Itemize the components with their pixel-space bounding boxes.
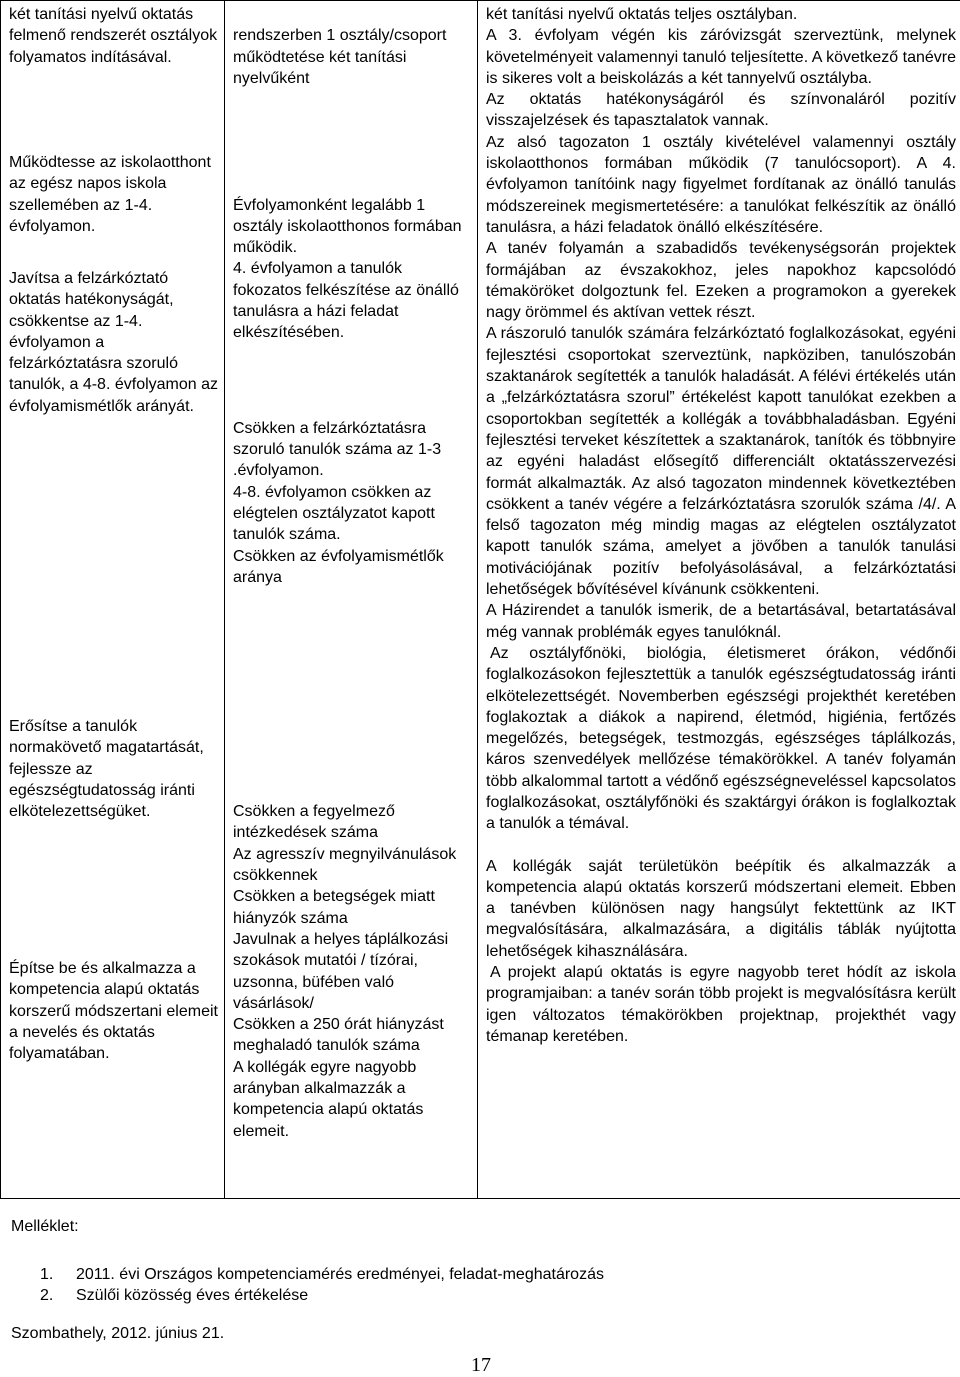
list-item: [40, 1285, 604, 1306]
goal-block-5: Építse be és alkalmazza a kompetencia alapú oktatás korszerű módszertani elemeit a nevelés és oktatás folyamatában.: [9, 960, 218, 1063]
indicators-column: [225, 1, 478, 1199]
list-item: [40, 1264, 604, 1285]
result-paragraph: A projekt alapú oktatás is egyre nagyobb teret hódít az iskola programjaiban: a tanév során több projekt is megvalósításra került igen változatos témakörökben projektnap, projekthét vagy témanap keretében.: [486, 964, 956, 1045]
indicator-block-2: Évfolyamonként legalább 1 osztály iskolaotthonos formában működik. 4. évfolyamon a tanulók fokozatos felkészítése az önálló tanulásra a házi feladat elkészítésében.: [233, 196, 462, 342]
result-paragraph: A Házirendet a tanulók ismerik, de a betartásával, betartatásával még vannak problémák egyes tanulóknál.: [486, 602, 956, 641]
goal-block-2: Működtesse az iskolaotthont az egész napos iskola szellemében az 1-4. évfolyamon.: [9, 154, 211, 235]
result-paragraph: Az oktatás hatékonyságáról és színvonaláról pozitív visszajelzések és tapasztalatok vannak.: [486, 91, 956, 130]
annex-list: [40, 1264, 604, 1306]
list-item-number: 1.: [40, 1266, 54, 1283]
place-date: Szombathely, 2012. június 21.: [11, 1325, 225, 1342]
list-item-text: Szülői közösség éves értékelése: [76, 1287, 309, 1304]
indicator-block-4: Csökken a fegyelmező intézkedések száma Az agresszív megnyilvánulások csökkennek Csökken a betegségek miatt hiányzók száma Javulnak a helyes táplálkozási szokások mutatói / tízórai, uzsonna, büfében való vásárlások/ Csökken a 250 órát hiányzást meghaladó tanulók száma A kollégák egyre nagyobb arányban alkalmazzák a kompetencia alapú oktatás elemeit.: [233, 803, 457, 1140]
indicator-block-3: Csökken a felzárkóztatásra szoruló tanulók száma az 1-3 .évfolyamon. 4-8. évfolyamon csökken az elégtelen osztályzatot kapott tanulók száma. Csökken az évfolyamismétlők aránya: [233, 419, 444, 586]
result-paragraph: Az alsó tagozaton 1 osztály kivételével valamennyi osztály iskolaotthonos formában működik (7 tanulócsoport). A 4. évfolyamon tanítóink nagy figyelmet fordítanak az önálló tanulás módszereinek megismertetésére: a tanulókat felkészítik az önálló tanulásra, a házi feladatok önálló elkészítésére.: [486, 133, 956, 236]
indicator-block-1: rendszerben 1 osztály/csoport működtetése két tanítási nyelvűként: [233, 27, 447, 87]
goal-block-4: Erősítse a tanulók normakövető magatartását, fejlessze az egészségtudatosság iránti elkötelezettségüket.: [9, 718, 204, 821]
list-item-number: 2.: [40, 1287, 54, 1304]
results-column: [478, 1, 960, 1199]
result-paragraph: két tanítási nyelvű oktatás teljes osztályban.: [486, 6, 798, 23]
goal-block-1: két tanítási nyelvű oktatás felmenő rendszerét osztályok folyamatos indításával.: [9, 6, 218, 66]
goals-column: [1, 1, 225, 1199]
page-number: 17: [471, 1354, 491, 1376]
table-row: [1, 1, 960, 1199]
goal-block-3: Javítsa a felzárkóztató oktatás hatékonyságát, csökkentse az 1-4. évfolyamon a felzárkóztatásra szoruló tanulók, a 4-8. évfolyamon az évfolyamismétlők arányát.: [9, 270, 219, 415]
result-paragraph: A kollégák saját területükön beépítik és alkalmazzák a kompetencia alapú oktatás korszerű módszertani elemeit. Ebben a tanévben különösen nagy hangsúlyt fektettünk az IKT megvalósítására, alkalmazására, a digitális táblák nyújtotta lehetőségek kihasználására.: [486, 857, 956, 960]
result-paragraph: Az osztályfőnöki, biológia, életismeret órákon, védőnői foglalkozásokon fejlesztettük a tanulók egészségtudatosság iránti elkötelezettségét. Novemberben egészségi projekthét keretében foglakoztak a diákok a napirend, életmód, higiénia, fertőzés megelőzés, betegségek, testmozgás, egészséges táplálkozás, káros szenvedélyek mellőzése témakörökkel. A tanév folyamán több alkalommal tartott a védőnő egészségneveléssel kapcsolatos foglalkozásokat, osztályfőnöki és szaktárgyi órákon is foglalkoztak a tanulók a témával.: [486, 644, 956, 833]
annex-label: Melléklet:: [11, 1218, 79, 1235]
list-item-text: 2011. évi Országos kompetenciamérés eredményei, feladat-meghatározás: [76, 1266, 604, 1283]
result-paragraph: A rászoruló tanulók számára felzárkóztató foglalkozásokat, egyéni fejlesztési csoportokat szerveztünk, napköziben, tanulószobán szaktanárok segítették a tanulók haladását. A félévi értékelés után a „felzárkóztatásra szorul” értékelést kapott tanulókat ezekben a csoportokban segítették a kollégák a továbbhaladásban. Egyéni fejlesztési terveket készítettek a szaktanárok, tanítók és többnyire az egyéni haladást elősegítő differenciált oktatásszervezési formát alkalmazták. Az alsó tagozaton mindennek következtében csökkent a tanév végére a felzárkóztatásra szorulók száma /4/. A felső tagozaton még mindig magas az elégtelen osztályzatot kapott tanulók száma, amelyet a jövőben a tanulók tanulási motivációjának pozitív befolyásolásával, a felzárkóztatási lehetőségek bővítésével kívánunk csökkenteni.: [486, 325, 956, 599]
result-paragraph: A tanév folyamán a szabadidős tevékenységsorán projektek formájában az évszakokhoz, jeles napokhoz kapcsolódó témaköröket dolgoztunk fel. Ezeken a programokon a gyerekek nagy örömmel és aktívan vettek részt.: [486, 240, 956, 322]
result-paragraph: A 3. évfolyam végén kis záróvizsgát szerveztünk, melynek követelményeit valamennyi tanuló teljesítette. A következő tanévre is sikeres volt a beiskolázás a két tannyelvű osztályba.: [486, 27, 956, 87]
